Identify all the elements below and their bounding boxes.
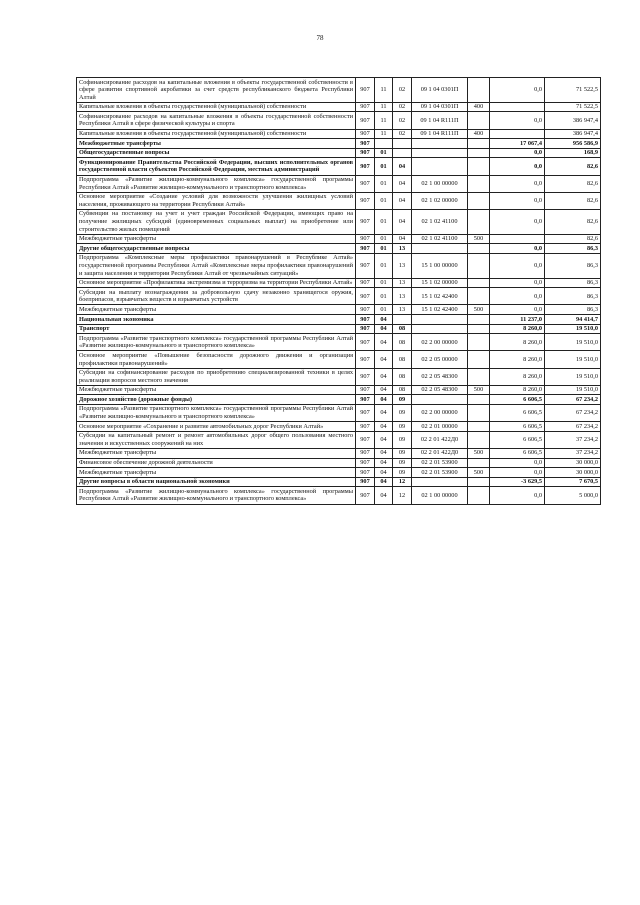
table-row <box>77 395 601 405</box>
subsection-code: 09 <box>393 422 412 432</box>
amount-total: 386 947,4 <box>545 129 601 139</box>
expense-type-code <box>468 139 490 149</box>
table-row <box>77 209 601 234</box>
ministry-code: 907 <box>356 102 375 112</box>
section-code: 04 <box>375 368 393 385</box>
section-code: 11 <box>375 78 393 103</box>
amount-change: 8 260,0 <box>490 385 545 395</box>
amount-change: 0,0 <box>490 78 545 103</box>
table-row <box>77 351 601 368</box>
section-code: 04 <box>375 468 393 478</box>
amount-change: 0,0 <box>490 288 545 305</box>
ministry-code: 907 <box>356 395 375 405</box>
subsection-code: 04 <box>393 234 412 244</box>
amount-total: 86,3 <box>545 253 601 278</box>
amount-total: 5 000,0 <box>545 487 601 504</box>
section-code: 04 <box>375 448 393 458</box>
table-row <box>77 315 601 325</box>
table-row <box>77 253 601 278</box>
row-name: Межбюджетные трансферты <box>77 139 356 149</box>
row-name: Капитальные вложения в объекты государственной (муниципальной) собственности <box>77 129 356 139</box>
amount-change: 0,0 <box>490 175 545 192</box>
expense-type-code: 500 <box>468 468 490 478</box>
section-code: 01 <box>375 278 393 288</box>
subsection-code: 13 <box>393 253 412 278</box>
row-name: Другие вопросы в области национальной экономики <box>77 477 356 487</box>
section-code: 01 <box>375 148 393 158</box>
subsection-code: 13 <box>393 305 412 315</box>
row-name: Субсидии на капитальный ремонт и ремонт автомобильных дорог общего пользования местного значения и искусственных сооружений на них <box>77 431 356 448</box>
subsection-code: 09 <box>393 404 412 421</box>
amount-total: 82,6 <box>545 175 601 192</box>
table-row <box>77 234 601 244</box>
table-row <box>77 334 601 351</box>
subsection-code: 08 <box>393 324 412 334</box>
amount-change: 6 606,5 <box>490 404 545 421</box>
ministry-code: 907 <box>356 385 375 395</box>
page-number: 78 <box>316 34 324 42</box>
target-item-code <box>412 315 468 325</box>
subsection-code: 12 <box>393 477 412 487</box>
table-row <box>77 305 601 315</box>
amount-change: 11 237,0 <box>490 315 545 325</box>
amount-change: 0,0 <box>490 158 545 175</box>
amount-change: 0,0 <box>490 209 545 234</box>
amount-total: 19 510,0 <box>545 385 601 395</box>
subsection-code: 13 <box>393 244 412 254</box>
section-code: 04 <box>375 385 393 395</box>
row-name: Субсидии на софинансирование расходов по приобретению специализированной техники в целях реализации вопросов местного значения <box>77 368 356 385</box>
expense-type-code <box>468 431 490 448</box>
section-code: 01 <box>375 192 393 209</box>
amount-total: 30 000,0 <box>545 468 601 478</box>
ministry-code: 907 <box>356 209 375 234</box>
ministry-code: 907 <box>356 334 375 351</box>
expense-type-code: 400 <box>468 102 490 112</box>
row-name: Субвенции на постановку на учет и учет граждан Российской Федерации, имеющих право на получение жилищных субсидий (единовременных социальных выплат) на приобретение или строительство жилых помещений <box>77 209 356 234</box>
section-code: 11 <box>375 112 393 129</box>
amount-total: 37 234,2 <box>545 448 601 458</box>
subsection-code: 02 <box>393 129 412 139</box>
ministry-code: 907 <box>356 244 375 254</box>
section-code: 01 <box>375 244 393 254</box>
subsection-code: 09 <box>393 458 412 468</box>
target-item-code: 15 1 02 42400 <box>412 288 468 305</box>
target-item-code <box>412 139 468 149</box>
target-item-code <box>412 395 468 405</box>
section-code: 01 <box>375 209 393 234</box>
subsection-code: 02 <box>393 102 412 112</box>
expense-type-code <box>468 395 490 405</box>
section-code: 04 <box>375 395 393 405</box>
target-item-code <box>412 477 468 487</box>
subsection-code: 04 <box>393 175 412 192</box>
amount-total: 19 510,0 <box>545 351 601 368</box>
expense-type-code <box>468 244 490 254</box>
target-item-code: 02 1 02 41100 <box>412 209 468 234</box>
row-name: Функционирование Правительства Российской Федерации, высших исполнительных органов государственной власти субъектов Российской Федерации, местных администраций <box>77 158 356 175</box>
section-code: 04 <box>375 324 393 334</box>
amount-change: 6 606,5 <box>490 422 545 432</box>
amount-change: 6 606,5 <box>490 431 545 448</box>
target-item-code: 02 2 05 00000 <box>412 351 468 368</box>
table-row <box>77 477 601 487</box>
subsection-code: 08 <box>393 385 412 395</box>
amount-total: 956 586,9 <box>545 139 601 149</box>
table-row <box>77 404 601 421</box>
table-row <box>77 288 601 305</box>
row-name: Основное мероприятие «Создание условий для возможности улучшения жилищных условий населения, проживающего на территории Республики Алтай» <box>77 192 356 209</box>
subsection-code: 04 <box>393 158 412 175</box>
ministry-code: 907 <box>356 253 375 278</box>
ministry-code: 907 <box>356 324 375 334</box>
target-item-code: 02 1 02 00000 <box>412 192 468 209</box>
expense-type-code <box>468 78 490 103</box>
section-code: 04 <box>375 422 393 432</box>
amount-change: 8 260,0 <box>490 351 545 368</box>
ministry-code: 907 <box>356 139 375 149</box>
amount-total: 86,3 <box>545 288 601 305</box>
target-item-code: 02 2 00 00000 <box>412 334 468 351</box>
section-code: 04 <box>375 477 393 487</box>
amount-change: 0,0 <box>490 468 545 478</box>
section-code: 04 <box>375 351 393 368</box>
table-body <box>77 78 601 505</box>
target-item-code <box>412 324 468 334</box>
amount-total: 168,9 <box>545 148 601 158</box>
table-row <box>77 458 601 468</box>
target-item-code: 15 1 00 00000 <box>412 253 468 278</box>
subsection-code: 13 <box>393 278 412 288</box>
row-name: Межбюджетные трансферты <box>77 448 356 458</box>
amount-change: 6 606,5 <box>490 395 545 405</box>
row-name: Общегосударственные вопросы <box>77 148 356 158</box>
subsection-code: 09 <box>393 395 412 405</box>
target-item-code: 02 2 05 48300 <box>412 368 468 385</box>
expense-type-code <box>468 477 490 487</box>
ministry-code: 907 <box>356 404 375 421</box>
subsection-code <box>393 139 412 149</box>
amount-total: 19 510,0 <box>545 334 601 351</box>
table-row <box>77 112 601 129</box>
ministry-code: 907 <box>356 192 375 209</box>
amount-total: 67 234,2 <box>545 395 601 405</box>
subsection-code <box>393 315 412 325</box>
section-code: 01 <box>375 234 393 244</box>
ministry-code: 907 <box>356 158 375 175</box>
expense-type-code <box>468 324 490 334</box>
row-name: Межбюджетные трансферты <box>77 385 356 395</box>
target-item-code <box>412 158 468 175</box>
subsection-code: 02 <box>393 112 412 129</box>
ministry-code: 907 <box>356 468 375 478</box>
amount-total: 86,3 <box>545 305 601 315</box>
row-name: Подпрограмма «Развитие жилищно-коммунального комплекса» государственной программы Республики Алтай «Развитие жилищно-коммунального и транспортного комплекса» <box>77 175 356 192</box>
subsection-code: 13 <box>393 288 412 305</box>
expense-type-code: 500 <box>468 385 490 395</box>
target-item-code: 02 1 00 00000 <box>412 175 468 192</box>
expense-type-code <box>468 404 490 421</box>
subsection-code: 04 <box>393 209 412 234</box>
row-name: Межбюджетные трансферты <box>77 234 356 244</box>
expense-type-code <box>468 112 490 129</box>
section-code: 01 <box>375 158 393 175</box>
table-row <box>77 468 601 478</box>
ministry-code: 907 <box>356 305 375 315</box>
table-row <box>77 129 601 139</box>
amount-total: 86,3 <box>545 278 601 288</box>
expense-type-code: 400 <box>468 129 490 139</box>
amount-change <box>490 129 545 139</box>
section-code: 04 <box>375 431 393 448</box>
ministry-code: 907 <box>356 234 375 244</box>
ministry-code: 907 <box>356 448 375 458</box>
table-row <box>77 422 601 432</box>
expense-type-code <box>468 315 490 325</box>
amount-total: 82,6 <box>545 209 601 234</box>
subsection-code: 02 <box>393 78 412 103</box>
amount-change: 8 260,0 <box>490 368 545 385</box>
subsection-code: 09 <box>393 431 412 448</box>
ministry-code: 907 <box>356 288 375 305</box>
section-code: 04 <box>375 334 393 351</box>
amount-change: 0,0 <box>490 253 545 278</box>
target-item-code: 02 2 01 00000 <box>412 422 468 432</box>
target-item-code: 02 2 00 00000 <box>412 404 468 421</box>
target-item-code: 02 1 02 41100 <box>412 234 468 244</box>
amount-change: 0,0 <box>490 192 545 209</box>
expense-type-code <box>468 253 490 278</box>
target-item-code: 15 1 02 42400 <box>412 305 468 315</box>
table-row <box>77 148 601 158</box>
amount-total: 86,3 <box>545 244 601 254</box>
target-item-code: 02 2 01 422Д0 <box>412 431 468 448</box>
row-name: Субсидии на выплату вознаграждения за добровольную сдачу незаконно хранящегося оружия, боеприпасов, взрывчатых веществ и взрывчатых устройств <box>77 288 356 305</box>
amount-change: -3 629,5 <box>490 477 545 487</box>
target-item-code <box>412 244 468 254</box>
row-name: Основное мероприятие «Сохранение и развитие автомобильных дорог Республики Алтай» <box>77 422 356 432</box>
ministry-code: 907 <box>356 368 375 385</box>
amount-total: 7 670,5 <box>545 477 601 487</box>
amount-total: 37 234,2 <box>545 431 601 448</box>
expense-type-code <box>468 458 490 468</box>
expense-type-code: 500 <box>468 234 490 244</box>
amount-total: 19 510,0 <box>545 324 601 334</box>
row-name: Национальная экономика <box>77 315 356 325</box>
target-item-code: 09 1 04 0301П <box>412 78 468 103</box>
amount-change: 0,0 <box>490 112 545 129</box>
table-row <box>77 487 601 504</box>
amount-total: 19 510,0 <box>545 368 601 385</box>
target-item-code: 02 1 00 00000 <box>412 487 468 504</box>
section-code: 01 <box>375 288 393 305</box>
expense-type-code: 500 <box>468 305 490 315</box>
amount-change: 6 606,5 <box>490 448 545 458</box>
target-item-code: 09 1 04 R111П <box>412 112 468 129</box>
row-name: Основное мероприятие «Профилактика экстремизма и терроризма на территории Республики Алтай» <box>77 278 356 288</box>
amount-total: 386 947,4 <box>545 112 601 129</box>
row-name: Дорожное хозяйство (дорожные фонды) <box>77 395 356 405</box>
amount-change: 8 260,0 <box>490 334 545 351</box>
expense-type-code: 500 <box>468 448 490 458</box>
amount-change <box>490 234 545 244</box>
ministry-code: 907 <box>356 175 375 192</box>
section-code: 01 <box>375 175 393 192</box>
section-code <box>375 139 393 149</box>
amount-change: 8 260,0 <box>490 324 545 334</box>
section-code: 04 <box>375 487 393 504</box>
amount-change: 0,0 <box>490 458 545 468</box>
expense-type-code <box>468 487 490 504</box>
subsection-code: 09 <box>393 468 412 478</box>
amount-total: 94 414,7 <box>545 315 601 325</box>
section-code: 04 <box>375 458 393 468</box>
table-row <box>77 368 601 385</box>
expense-type-code <box>468 209 490 234</box>
row-name: Финансовое обеспечение дорожной деятельности <box>77 458 356 468</box>
amount-total: 67 234,2 <box>545 404 601 421</box>
section-code: 01 <box>375 253 393 278</box>
table-row <box>77 192 601 209</box>
target-item-code: 09 1 04 R111П <box>412 129 468 139</box>
table-row <box>77 324 601 334</box>
row-name: Другие общегосударственные вопросы <box>77 244 356 254</box>
subsection-code: 08 <box>393 334 412 351</box>
target-item-code: 09 1 04 0301П <box>412 102 468 112</box>
expense-type-code <box>468 175 490 192</box>
expense-type-code <box>468 158 490 175</box>
ministry-code: 907 <box>356 431 375 448</box>
target-item-code: 02 2 01 53900 <box>412 468 468 478</box>
expense-type-code <box>468 422 490 432</box>
amount-change: 17 067,4 <box>490 139 545 149</box>
expense-type-code <box>468 288 490 305</box>
ministry-code: 907 <box>356 78 375 103</box>
target-item-code: 02 2 01 53900 <box>412 458 468 468</box>
ministry-code: 907 <box>356 112 375 129</box>
amount-change: 0,0 <box>490 487 545 504</box>
table-row <box>77 278 601 288</box>
row-name: Подпрограмма «Развитие жилищно-коммунального комплекса» государственной программы Республики Алтай «Развитие жилищно-коммунального и транспортного комплекса» <box>77 487 356 504</box>
section-code: 11 <box>375 129 393 139</box>
ministry-code: 907 <box>356 351 375 368</box>
expense-type-code <box>468 351 490 368</box>
row-name: Подпрограмма «Развитие транспортного комплекса» государственной программы Республики Алтай «Развитие жилищно-коммунального и транспортного комплекса» <box>77 404 356 421</box>
target-item-code: 02 2 01 422Д0 <box>412 448 468 458</box>
amount-change: 0,0 <box>490 244 545 254</box>
budget-table <box>76 77 601 505</box>
ministry-code: 907 <box>356 129 375 139</box>
row-name: Капитальные вложения в объекты государственной (муниципальной) собственности <box>77 102 356 112</box>
subsection-code: 09 <box>393 448 412 458</box>
table-row <box>77 139 601 149</box>
row-name: Подпрограмма «Комплексные меры профилактики правонарушений в Республике Алтай» государственной программы Республики Алтай «Комплексные меры профилактики правонарушений и защита населения и территории Республики Алтай от чрезвычайных ситуаций» <box>77 253 356 278</box>
row-name: Основное мероприятие «Повышение безопасности дорожного движения и организация профилактики правонарушений» <box>77 351 356 368</box>
section-code: 04 <box>375 404 393 421</box>
ministry-code: 907 <box>356 487 375 504</box>
target-item-code: 02 2 05 48300 <box>412 385 468 395</box>
subsection-code: 08 <box>393 351 412 368</box>
subsection-code: 04 <box>393 192 412 209</box>
table-row <box>77 385 601 395</box>
ministry-code: 907 <box>356 278 375 288</box>
amount-total: 30 000,0 <box>545 458 601 468</box>
section-code: 11 <box>375 102 393 112</box>
amount-total: 71 522,5 <box>545 78 601 103</box>
ministry-code: 907 <box>356 315 375 325</box>
row-name: Подпрограмма «Развитие транспортного комплекса» государственной программы Республики Алтай «Развитие жилищно-коммунального и транспортного комплекса» <box>77 334 356 351</box>
expense-type-code <box>468 334 490 351</box>
subsection-code <box>393 148 412 158</box>
table-row <box>77 158 601 175</box>
amount-total: 82,6 <box>545 234 601 244</box>
target-item-code <box>412 148 468 158</box>
ministry-code: 907 <box>356 477 375 487</box>
amount-total: 71 522,5 <box>545 102 601 112</box>
ministry-code: 907 <box>356 148 375 158</box>
ministry-code: 907 <box>356 422 375 432</box>
row-name: Транспорт <box>77 324 356 334</box>
amount-change: 0,0 <box>490 148 545 158</box>
expense-type-code <box>468 278 490 288</box>
table-row <box>77 102 601 112</box>
expense-type-code <box>468 148 490 158</box>
amount-change: 0,0 <box>490 305 545 315</box>
table-row <box>77 244 601 254</box>
subsection-code: 08 <box>393 368 412 385</box>
section-code: 01 <box>375 305 393 315</box>
table-row <box>77 431 601 448</box>
amount-total: 67 234,2 <box>545 422 601 432</box>
subsection-code: 12 <box>393 487 412 504</box>
amount-change <box>490 102 545 112</box>
row-name: Софинансирование расходов на капитальные вложения в объекты государственной собственности Республики Алтай в сфере физической культуры и спорта <box>77 112 356 129</box>
amount-total: 82,6 <box>545 158 601 175</box>
amount-change: 0,0 <box>490 278 545 288</box>
row-name: Межбюджетные трансферты <box>77 468 356 478</box>
row-name: Софинансирование расходов на капитальные вложения в объекты государственной собственности в сфере развития спортивной акробатики за счет средств республиканского бюджета Республики Алтай <box>77 78 356 103</box>
expense-type-code <box>468 192 490 209</box>
ministry-code: 907 <box>356 458 375 468</box>
section-code: 04 <box>375 315 393 325</box>
table-row <box>77 175 601 192</box>
row-name: Межбюджетные трансферты <box>77 305 356 315</box>
table-row <box>77 78 601 103</box>
target-item-code: 15 1 02 00000 <box>412 278 468 288</box>
table-row <box>77 448 601 458</box>
expense-type-code <box>468 368 490 385</box>
amount-total: 82,6 <box>545 192 601 209</box>
